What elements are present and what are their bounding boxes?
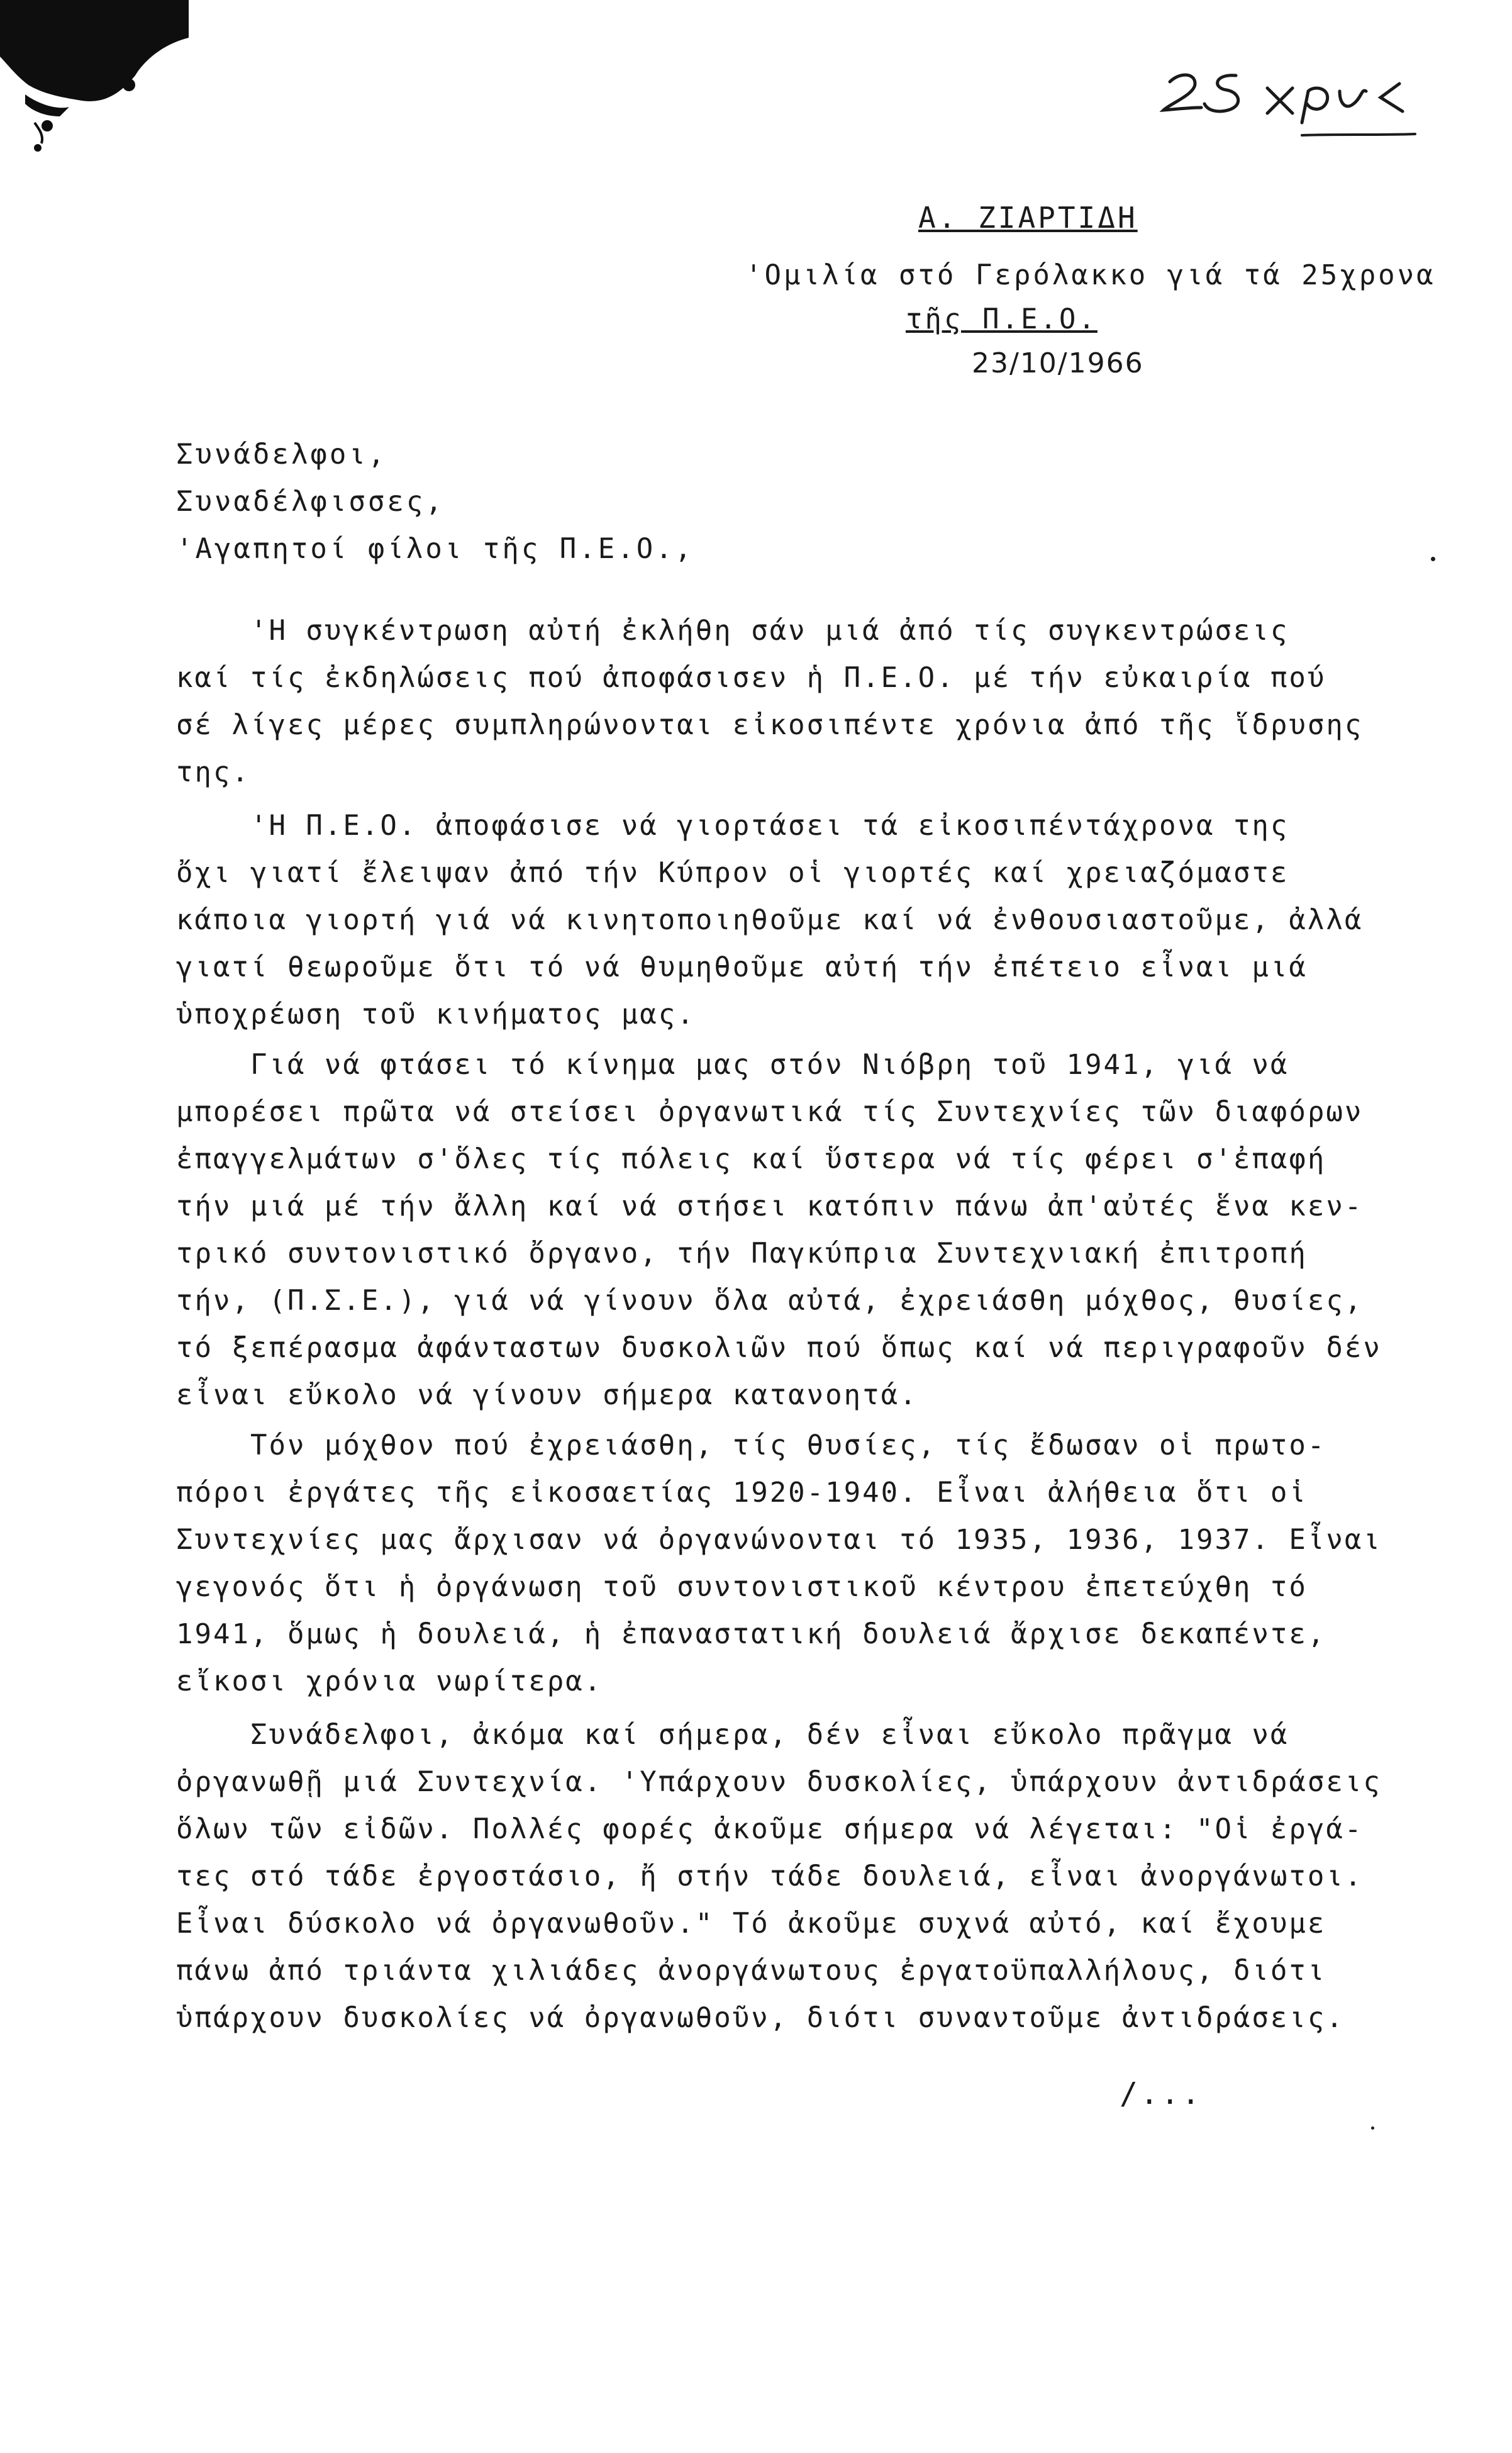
body-line: ἐπαγγελμάτων σ'ὅλες τίς πόλεις καί ὕστερα νά τίς φέρει σ'ἐπαφή — [176, 1143, 1326, 1175]
body-line: 1941, ὅμως ἡ δουλειά, ἡ ἐπαναστατική δουλειά ἄρχισε δεκαπέντε, — [176, 1618, 1326, 1650]
greeting-line: Συναδέλφισσες, — [176, 486, 445, 518]
body-line: τες στό τάδε ἐργοστάσιο, ἤ στήν τάδε δουλειά, εἶναι ἀνοργάνωτοι. — [176, 1860, 1364, 1892]
body-line: της. — [176, 756, 250, 788]
body-line: πόροι ἐργάτες τῆς εἰκοσαετίας 1920-1940. Εἶναι ἀλήθεια ὅτι οἱ — [176, 1477, 1308, 1509]
body-line: σέ λίγες μέρες συμπληρώνονται εἰκοσιπέντε χρόνια ἀπό τῆς ἵδρυσης — [176, 709, 1364, 741]
body-line: τήν μιά μέ τήν ἄλλη καί νά στήσει κατόπιν πάνω ἀπ'αὐτές ἕνα κεν- — [176, 1190, 1364, 1222]
body-line: τρικό συντονιστικό ὄργανο, τήν Παγκύπρια Συντεχνιακή ἐπιτροπή — [176, 1238, 1308, 1270]
handwritten-note-drawing — [1151, 60, 1428, 167]
body-line: Τόν μόχθον πού ἐχρειάσθη, τίς θυσίες, τίς ἔδωσαν οἱ πρωτο- — [176, 1429, 1326, 1461]
page-continuation-mark: /... — [1120, 2076, 1203, 2111]
body-line: Συντεχνίες μας ἄρχισαν νά ὀργανώνονται τό 1935, 1936, 1937. Εἶναι — [176, 1524, 1382, 1556]
body-line: 'Η Π.Ε.Ο. ἀποφάσισε νά γιορτάσει τά εἰκοσιπέντάχρονα της — [176, 810, 1289, 842]
body-line: 'Η συγκέντρωση αὐτή ἐκλήθη σάν μιά ἀπό τίς συγκεντρώσεις — [176, 615, 1289, 647]
body-line: εἶναι εὔκολο νά γίνουν σήμερα κατανοητά. — [176, 1379, 918, 1411]
body-line: κάποια γιορτή γιά νά κινητοποιηθοῦμε καί νά ἐνθουσιαστοῦμε, ἀλλά — [176, 904, 1364, 936]
body-line: ὄχι γιατί ἔλειψαν ἀπό τήν Κύπρον οἱ γιορτές καί χρειαζόμαστε — [176, 857, 1289, 889]
body-line: Γιά νά φτάσει τό κίνημα μας στόν Νιόβρη τοῦ 1941, γιά νά — [176, 1049, 1289, 1081]
body-line: ὑπάρχουν δυσκολίες νά ὀργανωθοῦν, διότι συναντοῦμε ἀντιδράσεις. — [176, 2002, 1345, 2034]
body-line: εἴκοσι χρόνια νωρίτερα. — [176, 1665, 603, 1697]
body-line: τήν, (Π.Σ.Ε.), γιά νά γίνουν ὅλα αὐτά, ἐχρειάσθη μόχθος, θυσίες, — [176, 1285, 1364, 1317]
speech-date: 23/10/1966 — [972, 347, 1144, 379]
stray-ink-dot — [1371, 2126, 1374, 2130]
body-line: γιατί θεωροῦμε ὅτι τό νά θυμηθοῦμε αὐτή τήν ἐπέτειο εἶναι μιά — [176, 951, 1308, 983]
body-line: ὑποχρέωση τοῦ κινήματος μας. — [176, 998, 696, 1031]
greeting-line: 'Αγαπητοί φίλοι τῆς Π.Ε.Ο., — [176, 533, 694, 565]
author-name: Α. ΖΙΑΡΤΙΔΗ — [918, 201, 1138, 235]
corner-ink-blot — [0, 0, 189, 164]
speech-title-org: τῆς Π.Ε.Ο. — [906, 303, 1098, 335]
handwritten-note — [1151, 60, 1428, 167]
stray-ink-dot — [1431, 557, 1435, 561]
body-line: ὅλων τῶν εἰδῶν. Πολλές φορές ἀκοῦμε σήμερα νά λέγεται: "Οἱ ἐργά- — [176, 1813, 1364, 1845]
body-line: μπορέσει πρῶτα νά στείσει ὀργανωτικά τίς Συντεχνίες τῶν διαφόρων — [176, 1096, 1364, 1128]
body-line: τό ξεπέρασμα ἀφάνταστων δυσκολιῶν πού ὅπως καί νά περιγραφοῦν δέν — [176, 1332, 1382, 1364]
body-line: γεγονός ὅτι ἡ ὀργάνωση τοῦ συντονιστικοῦ κέντρου ἐπετεύχθη τό — [176, 1571, 1308, 1603]
speech-title: 'Ομιλία στό Γερόλακκο γιά τά 25χρονα — [745, 259, 1436, 291]
body-line: ὀργανωθῇ μιά Συντεχνία. 'Υπάρχουν δυσκολίες, ὑπάρχουν ἀντιδράσεις — [176, 1766, 1382, 1798]
greeting-line: Συνάδελφοι, — [176, 439, 387, 471]
body-line: Συνάδελφοι, ἀκόμα καί σήμερα, δέν εἶναι εὔκολο πρᾶγμα νά — [176, 1719, 1289, 1751]
body-line: πάνω ἀπό τριάντα χιλιάδες ἀνοργάνωτους ἐργατοϋπαλλήλους, διότι — [176, 1955, 1326, 1987]
body-line: Εἶναι δύσκολο νά ὀργανωθοῦν." Τό ἀκοῦμε συχνά αὐτό, καί ἔχουμε — [176, 1908, 1326, 1940]
body-line: καί τίς ἐκδηλώσεις πού ἀποφάσισεν ἡ Π.Ε.Ο. μέ τήν εὐκαιρία πού — [176, 662, 1326, 694]
